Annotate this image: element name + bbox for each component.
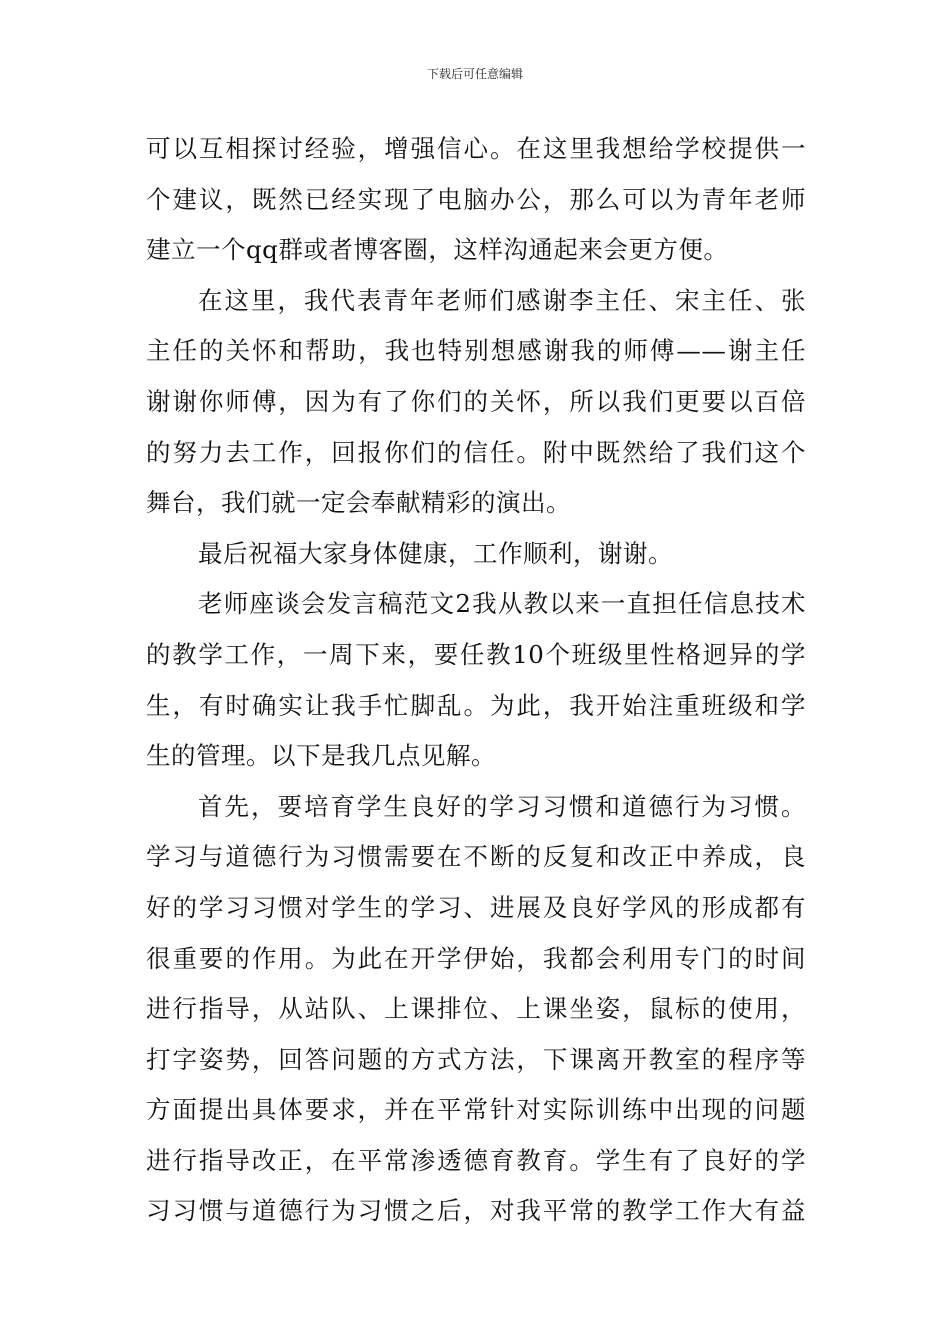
text-line: 生，有时确实让我手忙脚乱。为此，我开始注重班级和学 — [146, 690, 806, 720]
text-line: 的努力去工作，回报你们的信任。附中既然给了我们这个 — [146, 437, 806, 467]
text-line: 可以互相探讨经验，增强信心。在这里我想给学校提供一 — [146, 134, 806, 163]
text-line: 习习惯与道德行为习惯之后，对我平常的教学工作大有益 — [146, 1196, 806, 1226]
text-line: 方面提出具体要求，并在平常针对实际训练中出现的问题 — [146, 1095, 806, 1125]
text-line: 谢谢你师傅，因为有了你们的关怀，所以我们更要以百倍 — [146, 386, 806, 416]
text-line: 个建议，既然已经实现了电脑办公，那么可以为青年老师 — [146, 184, 806, 214]
document-body — [146, 124, 806, 1237]
text-line: 主任的关怀和帮助，我也特别想感谢我的师傅——谢主任 — [146, 336, 806, 366]
text-line: 建立一个qq群或者博客圈，这样沟通起来会更方便。 — [146, 235, 729, 265]
text-line: 好的学习习惯对学生的学习、进展及良好学风的形成都有 — [146, 892, 806, 922]
text-line: 生的管理。以下是我几点见解。 — [146, 741, 496, 771]
text-line: 最后祝福大家身体健康，工作顺利，谢谢。 — [198, 538, 673, 568]
page-header: 下载后可任意编辑 — [426, 67, 523, 81]
text-line: 舞台，我们就一定会奉献精彩的演出。 — [146, 488, 571, 518]
text-line: 进行指导，从站队、上课排位、上课坐姿，鼠标的使用， — [146, 994, 806, 1024]
text-line: 老师座谈会发言稿范文2我从教以来一直担任信息技术 — [198, 589, 806, 619]
text-line: 学习与道德行为习惯需要在不断的反复和改正中养成，良 — [146, 842, 806, 872]
text-line: 在这里，我代表青年老师们感谢李主任、宋主任、张 — [198, 285, 806, 315]
text-line: 打字姿势，回答问题的方式方法，下课离开教室的程序等 — [146, 1044, 806, 1074]
text-line: 首先，要培育学生良好的学习习惯和道德行为习惯。 — [198, 791, 806, 821]
text-line: 的教学工作，一周下来，要任教10个班级里性格迥异的学 — [146, 639, 806, 669]
text-line: 进行指导改正，在平常渗透德育教育。学生有了良好的学 — [146, 1145, 806, 1175]
text-line: 很重要的作用。为此在开学伊始，我都会利用专门的时间 — [146, 943, 806, 973]
